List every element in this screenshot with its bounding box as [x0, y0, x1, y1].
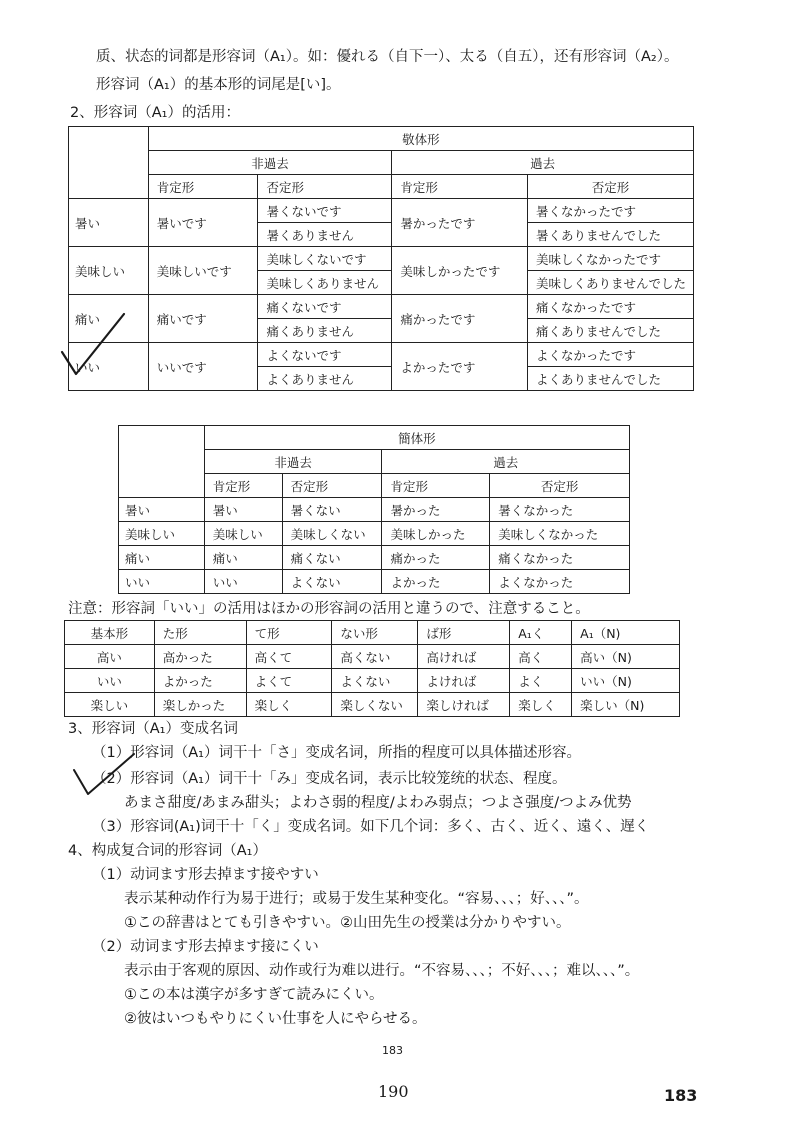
table-row: [119, 498, 630, 522]
table-cell: 楽しく: [510, 693, 572, 717]
table-cell: 楽しければ: [418, 693, 510, 717]
table-cell: 高く: [510, 645, 572, 669]
table-cell: 暑くありませんでした: [528, 223, 694, 247]
table-row-label: 痛い: [69, 295, 149, 343]
table-cell: 美味しかったです: [392, 247, 528, 295]
polite-form-table: [68, 126, 694, 391]
plain-header: 簡体形: [204, 426, 629, 450]
table-cell: 美味しくない: [282, 522, 382, 546]
table-cell: 痛くないです: [258, 295, 392, 319]
table-cell: 痛い: [204, 546, 282, 570]
table-cell: いい（N): [572, 669, 680, 693]
corner-page-number: 183: [664, 1086, 698, 1105]
table-header: て形: [246, 621, 332, 645]
section-3-title: 3、形容词（A₁）变成名词: [68, 721, 238, 737]
table-cell: 痛くありません: [258, 319, 392, 343]
table-cell: よくありませんでした: [528, 367, 694, 391]
table-cell: 暑くなかった: [490, 498, 630, 522]
check-mark-icon: [56, 308, 136, 388]
section-4-item-1: （1）动词ます形去掉ます接やすい: [92, 867, 319, 883]
table-header: A₁（N): [572, 621, 680, 645]
table-cell: よくありません: [258, 367, 392, 391]
polite-past-header: 過去: [392, 151, 694, 175]
table-cell: 暑い: [204, 498, 282, 522]
section-4-item-2-example-1: ①この本は漢字が多すぎて読みにくい。: [124, 987, 384, 1003]
table-cell: 暑かった: [382, 498, 490, 522]
table-row-label: 痛い: [119, 546, 205, 570]
table-cell: 暑いです: [148, 199, 258, 247]
table-cell: よかったです: [392, 343, 528, 391]
note-line: 注意：形容詞「いい」の活用はほかの形容詞の活用と違うので、注意すること。: [68, 601, 590, 617]
polite-nonpast-aff-header: 肯定形: [148, 175, 258, 199]
table-cell: 高い（N): [572, 645, 680, 669]
table-row-label: いい: [69, 343, 149, 391]
table-row-label: 美味しい: [119, 522, 205, 546]
table-cell: 美味しくなかった: [490, 522, 630, 546]
table-header-row: [65, 621, 680, 645]
table-header: A₁く: [510, 621, 572, 645]
table-header: ない形: [332, 621, 418, 645]
table-cell: 美味しくなかったです: [528, 247, 694, 271]
table-cell: よくないです: [258, 343, 392, 367]
polite-nonpast-header: 非過去: [148, 151, 392, 175]
table-cell: 高い: [65, 645, 155, 669]
table-cell: よければ: [418, 669, 510, 693]
table-cell: 楽しかった: [154, 693, 246, 717]
table-cell: 楽しい: [65, 693, 155, 717]
plain-past-neg-header: 否定形: [490, 474, 630, 498]
section-3-item-1: （1）形容词（A₁）词干十「さ」变成名词，所指的程度可以具体描述形容。: [92, 745, 581, 761]
table-cell: よくなかったです: [528, 343, 694, 367]
table-row-label: 暑い: [69, 199, 149, 247]
section-4-item-2-example-2: ②彼はいつもやりにくい仕事を人にやらせる。: [124, 1011, 427, 1027]
table-cell: 痛くなかった: [490, 546, 630, 570]
table-row: [119, 546, 630, 570]
table-cell: 美味しくないです: [258, 247, 392, 271]
table-cell: いいです: [148, 343, 258, 391]
table-cell: 暑くないです: [258, 199, 392, 223]
table-cell: よくない: [282, 570, 382, 594]
section-4-item-1-desc: 表示某种动作行为易于进行；或易于发生某种变化。“容易、、、；好、、、”。: [124, 891, 589, 907]
table-cell: 美味しかった: [382, 522, 490, 546]
table-cell: よくて: [246, 669, 332, 693]
intro-line-2: 形容词（A₁）的基本形的词尾是[い]。: [96, 77, 341, 93]
table-cell: 痛くありませんでした: [528, 319, 694, 343]
table-cell: 暑くなかったです: [528, 199, 694, 223]
polite-past-aff-header: 肯定形: [392, 175, 528, 199]
table-cell: 痛いです: [148, 295, 258, 343]
table-cell: よかった: [382, 570, 490, 594]
table-cell: 痛かったです: [392, 295, 528, 343]
table-cell: 高くて: [246, 645, 332, 669]
table-row: [119, 570, 630, 594]
table-row: [65, 669, 680, 693]
table-row: [119, 522, 630, 546]
table-row-label: 美味しい: [69, 247, 149, 295]
plain-past-aff-header: 肯定形: [382, 474, 490, 498]
plain-nonpast-neg-header: 否定形: [282, 474, 382, 498]
table-cell: 楽しくない: [332, 693, 418, 717]
section-3-item-3: （3）形容词(A₁)词干十「く」变成名词。如下几个词：多く、古く、近く、遠く、遅く: [92, 819, 650, 835]
table-cell: 暑くない: [282, 498, 382, 522]
table-cell: 美味しくありません: [258, 271, 392, 295]
middle-page-number: 190: [378, 1082, 409, 1101]
section-4-title: 4、构成复合词的形容词（A₁）: [68, 843, 267, 859]
table-row: [65, 645, 680, 669]
table-cell: 美味しいです: [148, 247, 258, 295]
table-cell: 痛くない: [282, 546, 382, 570]
table-cell: 高ければ: [418, 645, 510, 669]
table-cell: 楽しい（N): [572, 693, 680, 717]
table-cell: 暑くありません: [258, 223, 392, 247]
section-3-item-2: （2）形容词（A₁）词干十「み」变成名词，表示比较笼统的状态、程度。: [92, 771, 567, 787]
inner-page-number: 183: [382, 1044, 403, 1057]
table-cell: いい: [65, 669, 155, 693]
table-cell: よかった: [154, 669, 246, 693]
table-cell: 暑かったです: [392, 199, 528, 247]
section-4-item-2-desc: 表示由于客观的原因、动作或行为难以进行。“不容易、、、；不好、、、；难以、、、”。: [124, 963, 640, 979]
section-4-item-2: （2）动词ます形去掉ます接にくい: [92, 939, 319, 955]
plain-nonpast-header: 非過去: [204, 450, 382, 474]
table-cell: 高かった: [154, 645, 246, 669]
table-cell: 高くない: [332, 645, 418, 669]
section-4-item-1-example: ①この辞書はとても引きやすい。②山田先生の授業は分かりやすい。: [124, 915, 571, 931]
table-row: [65, 693, 680, 717]
table-row-label: いい: [119, 570, 205, 594]
table-cell: よくない: [332, 669, 418, 693]
plain-past-header: 過去: [382, 450, 630, 474]
table-header: 基本形: [65, 621, 155, 645]
table-cell: よく: [510, 669, 572, 693]
table-cell: 美味しい: [204, 522, 282, 546]
table-corner: [119, 426, 205, 498]
polite-header: 敬体形: [148, 127, 693, 151]
table-header: た形: [154, 621, 246, 645]
table-header: ば形: [418, 621, 510, 645]
table-cell: いい: [204, 570, 282, 594]
polite-nonpast-neg-header: 否定形: [258, 175, 392, 199]
forms-table: [64, 620, 680, 717]
section-2-title: 2、形容词（A₁）的活用：: [70, 105, 240, 121]
intro-line-1: 质、状态的词都是形容词（A₁）。如：優れる（自下一）、太る（自五），还有形容词（A₂）。: [96, 49, 679, 65]
table-cell: 楽しく: [246, 693, 332, 717]
table-corner: [69, 127, 149, 199]
polite-past-neg-header: 否定形: [528, 175, 694, 199]
table-cell: 美味しくありませんでした: [528, 271, 694, 295]
section-3-item-2-example: あまさ甜度/あまみ甜头；よわさ弱的程度/よわみ弱点；つよさ强度/つよみ优势: [124, 795, 632, 811]
plain-nonpast-aff-header: 肯定形: [204, 474, 282, 498]
plain-form-table: [118, 425, 630, 594]
table-cell: よくなかった: [490, 570, 630, 594]
table-row-label: 暑い: [119, 498, 205, 522]
table-cell: 痛くなかったです: [528, 295, 694, 319]
table-cell: 痛かった: [382, 546, 490, 570]
